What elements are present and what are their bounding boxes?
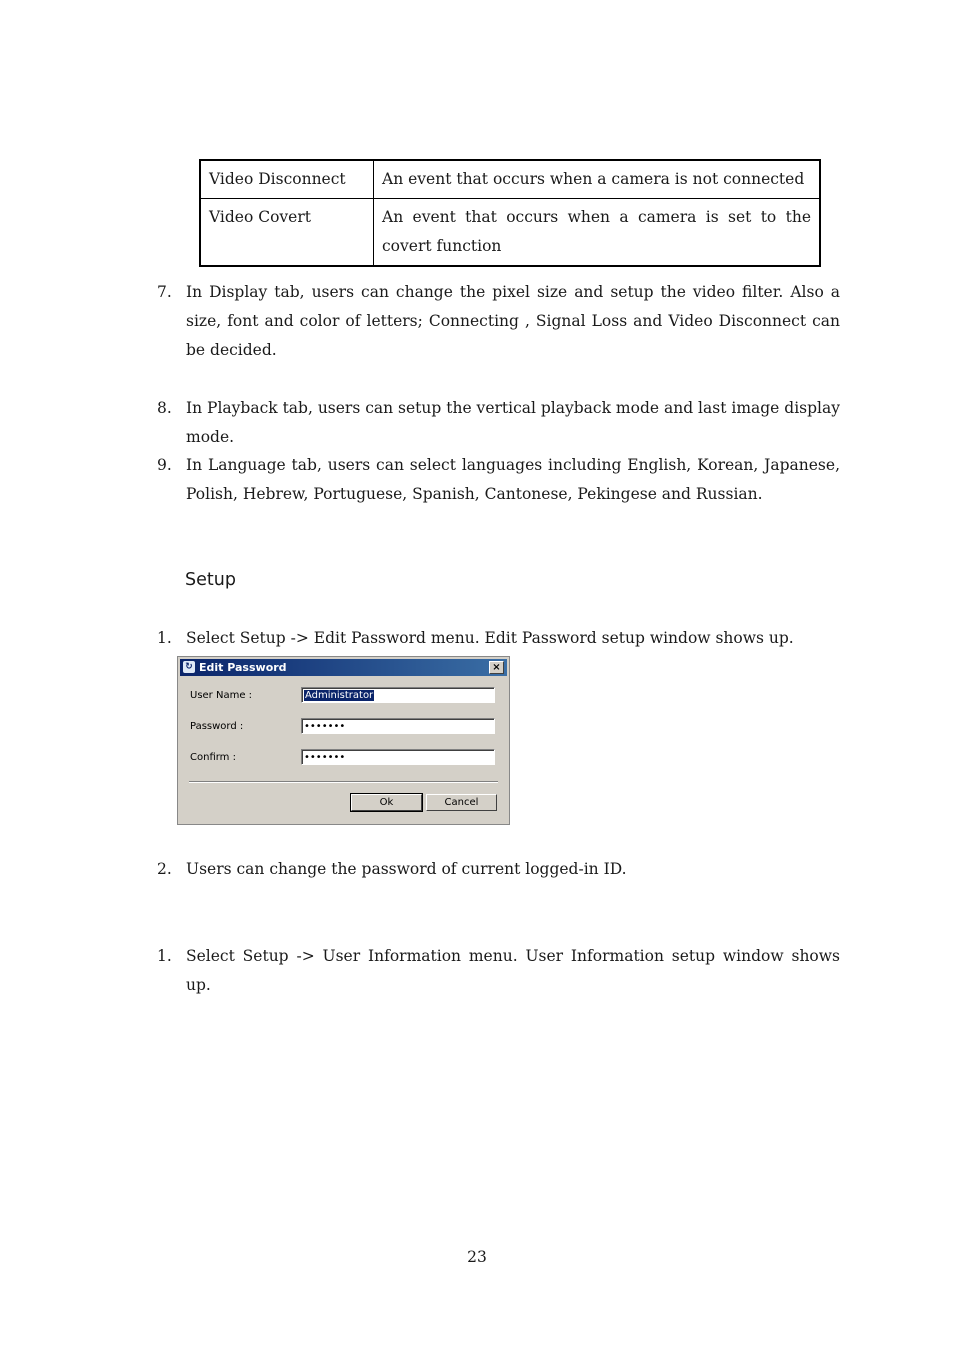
page-number: 23 (467, 1248, 487, 1266)
list-text: Select Setup -> Edit Password menu. Edit Password setup window shows up. (186, 629, 794, 647)
event-name: Video Disconnect (200, 160, 374, 199)
password-label: Password : (190, 721, 244, 732)
list-text: Select Setup -> User Information menu. User Information setup window shows up. (186, 947, 840, 994)
list-number: 8. (157, 399, 172, 417)
ok-button[interactable]: Ok (351, 794, 422, 811)
list-text: In Playback tab, users can setup the vertical playback mode and last image display mode. (186, 399, 840, 446)
list-number: 1. (157, 947, 172, 965)
confirm-label: Confirm : (190, 752, 236, 763)
confirm-field[interactable]: ••••••• (301, 749, 495, 765)
section-heading: Setup (185, 570, 236, 590)
event-table (199, 159, 821, 267)
close-button[interactable]: × (489, 661, 504, 674)
username-value: Administrator (305, 690, 374, 701)
app-icon: ↻ (183, 661, 195, 673)
dialog-titlebar[interactable] (180, 659, 507, 676)
list-number: 9. (157, 456, 172, 474)
list-number: 2. (157, 860, 172, 878)
event-description: An event that occurs when a camera is not connected (374, 160, 821, 199)
username-label: User Name : (190, 690, 253, 701)
list-text: In Display tab, users can change the pixel size and setup the video filter. Also a size, font and color of letters; Connecting , Signal Loss and Video Disconnect can be decided. (186, 283, 840, 359)
event-name: Video Covert (200, 199, 374, 267)
table-row (200, 199, 820, 267)
list-number: 7. (157, 283, 172, 301)
separator (189, 781, 498, 783)
password-field[interactable]: ••••••• (301, 718, 495, 734)
username-field[interactable] (301, 687, 495, 703)
event-description: An event that occurs when a camera is set to the covert function (374, 199, 821, 267)
list-text: Users can change the password of current logged-in ID. (186, 860, 627, 878)
list-text: In Language tab, users can select languages including English, Korean, Japanese, Polish, Hebrew, Portuguese, Spanish, Cantonese, Pekingese and Russian. (186, 456, 840, 503)
edit-password-dialog (177, 656, 510, 825)
cancel-button[interactable]: Cancel (426, 794, 497, 811)
table-row (200, 160, 820, 199)
list-number: 1. (157, 629, 172, 647)
dialog-title: Edit Password (199, 661, 287, 674)
